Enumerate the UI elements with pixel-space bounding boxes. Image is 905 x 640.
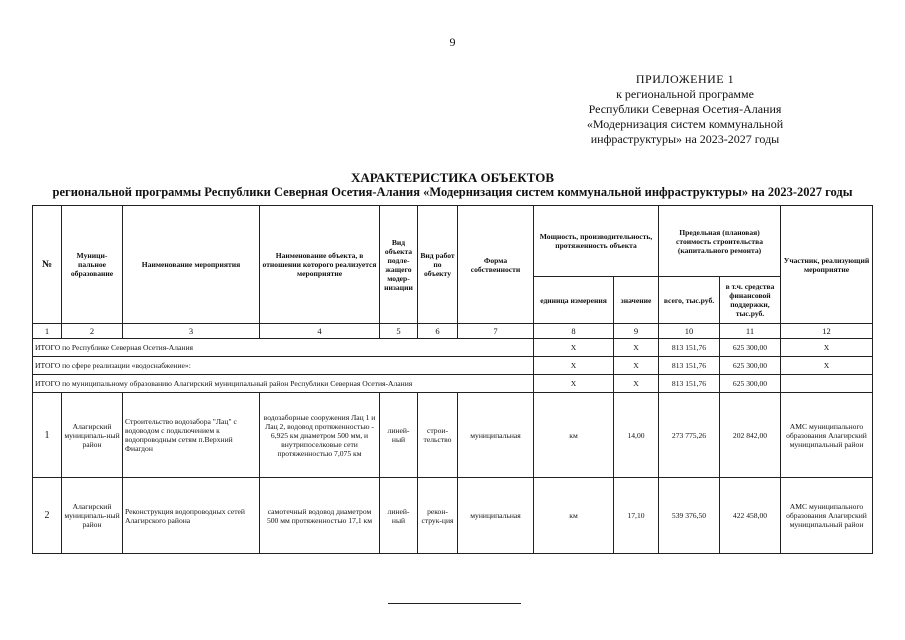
row-work-type: рекон-струк-ция (418, 478, 458, 554)
total-unit: X (534, 357, 614, 375)
total-unit: X (534, 339, 614, 357)
header-no: № (33, 206, 62, 324)
row-no: 2 (33, 478, 62, 554)
row-unit: км (534, 478, 614, 554)
total-label: ИТОГО по Республике Северная Осетия-Алания (33, 339, 534, 357)
header-object: Наименование объекта, в отношении которого реализуется мероприятие (260, 206, 380, 324)
column-number: 3 (123, 324, 260, 339)
total-fin: 625 300,00 (720, 357, 781, 375)
column-number: 6 (418, 324, 458, 339)
row-total: 539 376,50 (659, 478, 720, 554)
column-number: 7 (458, 324, 534, 339)
row-participant: АМС муниципального образования Алагирский муниципальный район (781, 478, 873, 554)
row-measure: Строительство водозабора "Лац" с водоводом с подключением к водопроводным сетям п.Верхний Фиагдон (123, 393, 260, 478)
row-object: водозаборные сооружения Лац 1 и Лац 2, водовод протяженностью - 6,925 км диаметром 500 мм, и внутрипоселковые сети протяженностью 7,075 км (260, 393, 380, 478)
total-row-water (33, 357, 873, 375)
total-cost: 813 151,76 (659, 339, 720, 357)
appendix-block (540, 72, 830, 147)
document-title: ХАРАКТЕРИСТИКА ОБЪЕКТОВ (350, 170, 555, 185)
header-cost: Предельная (плановая) стоимость строительства (капитального ремонта) (659, 206, 781, 277)
row-value: 17,10 (614, 478, 659, 554)
header-row (33, 206, 873, 277)
column-number: 8 (534, 324, 614, 339)
row-value: 14,00 (614, 393, 659, 478)
page-number: 9 (449, 35, 456, 49)
row-fin: 202 842,00 (720, 393, 781, 478)
row-participant: АМС муниципального образования Алагирский муниципальный район (781, 393, 873, 478)
header-cost-total: всего, тыс.руб. (659, 277, 720, 324)
table-row (33, 478, 873, 554)
total-cost: 813 151,76 (659, 375, 720, 393)
total-participant (781, 375, 873, 393)
total-value: X (614, 357, 659, 375)
row-unit: км (534, 393, 614, 478)
total-cost: 813 151,76 (659, 357, 720, 375)
total-unit: X (534, 375, 614, 393)
total-participant: X (781, 339, 873, 357)
header-measure: Наименование мероприятия (123, 206, 260, 324)
row-municipality: Алагирский муниципаль-ный район (62, 478, 123, 554)
row-fin: 422 458,00 (720, 478, 781, 554)
appendix-title: ПРИЛОЖЕНИЕ 1 (635, 72, 735, 86)
total-value: X (614, 339, 659, 357)
header-participant: Участник, реализующий мероприятие (781, 206, 873, 324)
total-label: ИТОГО по муниципальному образованию Алагирский муниципальный район Республики Северная Осетия-Алания (33, 375, 534, 393)
column-number: 2 (62, 324, 123, 339)
row-no: 1 (33, 393, 62, 478)
document-subtitle: региональной программы Республики Северная Осетия-Алания «Модернизация систем коммунальной инфраструктуры» на 2023-2027 годы (52, 185, 853, 199)
table-row (33, 393, 873, 478)
total-row-republic (33, 339, 873, 357)
appendix-line: Республики Северная Осетия-Алания (588, 102, 782, 116)
appendix-line: к региональной программе (616, 87, 754, 101)
column-number: 9 (614, 324, 659, 339)
total-participant: X (781, 357, 873, 375)
row-ownership: муниципальная (458, 393, 534, 478)
bottom-divider (388, 603, 521, 604)
header-municipality: Муници-пальное образование (62, 206, 123, 324)
column-number: 5 (380, 324, 418, 339)
column-number: 10 (659, 324, 720, 339)
column-number: 12 (781, 324, 873, 339)
row-object-type: линей-ный (380, 478, 418, 554)
row-work-type: строи-тельство (418, 393, 458, 478)
total-fin: 625 300,00 (720, 375, 781, 393)
column-number: 11 (720, 324, 781, 339)
row-measure: Реконструкция водопроводных сетей Алагирского района (123, 478, 260, 554)
header-work-type: Вид работ по объекту (418, 206, 458, 324)
column-number: 1 (33, 324, 62, 339)
row-ownership: муниципальная (458, 478, 534, 554)
header-capacity-unit: единица измерения (534, 277, 614, 324)
objects-table (32, 205, 873, 554)
row-total: 273 775,26 (659, 393, 720, 478)
column-number-row (33, 324, 873, 339)
row-municipality: Алагирский муниципаль-ный район (62, 393, 123, 478)
appendix-line: «Модернизация систем коммунальной (586, 117, 784, 131)
total-row-municipality (33, 375, 873, 393)
header-capacity-value: значение (614, 277, 659, 324)
total-label: ИТОГО по сфере реализации «водоснабжение»: (33, 357, 534, 375)
row-object-type: линей-ный (380, 393, 418, 478)
header-cost-fin: в т.ч. средства финансовой поддержки, тыс.руб. (720, 277, 781, 324)
header-ownership: Форма собственности (458, 206, 534, 324)
appendix-line: инфраструктуры» на 2023-2027 годы (590, 132, 780, 146)
column-number: 4 (260, 324, 380, 339)
header-capacity: Мощность, производительность, протяженность объекта (534, 206, 659, 277)
total-value: X (614, 375, 659, 393)
row-object: самотечный водовод диаметром 500 мм протяженностью 17,1 км (260, 478, 380, 554)
header-object-type: Вид объекта подле-жащего модер-низации (380, 206, 418, 324)
total-fin: 625 300,00 (720, 339, 781, 357)
